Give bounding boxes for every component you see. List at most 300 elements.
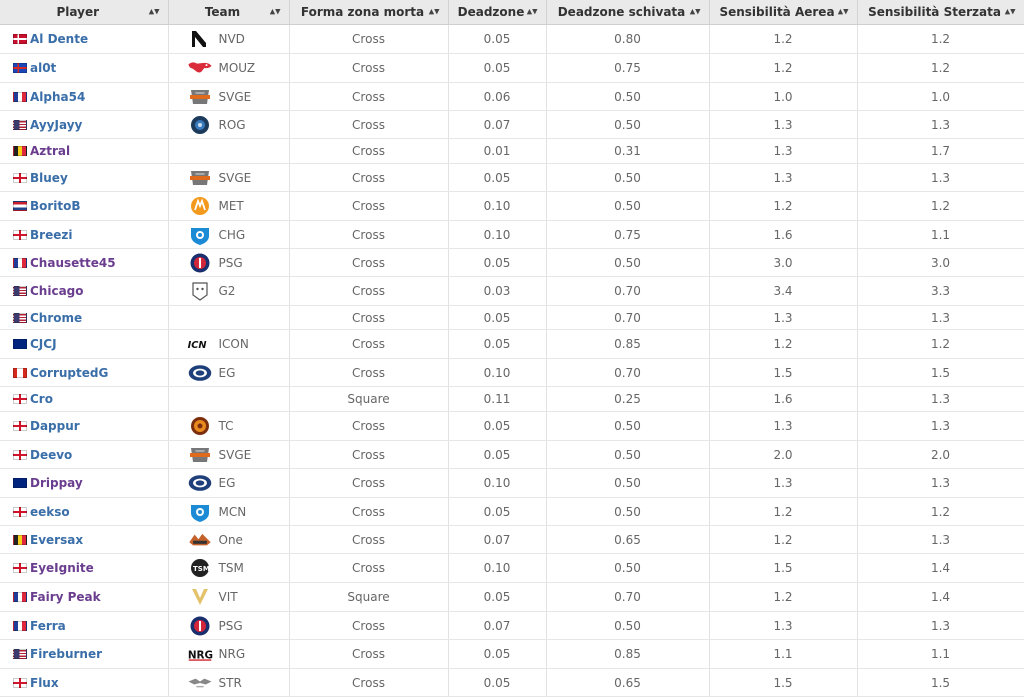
cell-player bbox=[0, 387, 168, 412]
cell-dodge-deadzone: 0.50 bbox=[546, 469, 709, 498]
cell-aerial-sensitivity: 3.0 bbox=[709, 249, 857, 277]
svge-team-logo-icon[interactable] bbox=[185, 167, 215, 189]
cell-aerial-sensitivity: 1.2 bbox=[709, 25, 857, 54]
team-name[interactable]: G2 bbox=[218, 284, 236, 298]
cell-deadzone-shape: Cross bbox=[289, 306, 448, 330]
team-name[interactable]: EG bbox=[218, 476, 236, 490]
cell-team bbox=[168, 387, 289, 412]
cell-steering-sensitivity: 1.1 bbox=[857, 640, 1024, 669]
tc-team-logo-icon[interactable] bbox=[185, 415, 215, 437]
cell-deadzone-shape: Cross bbox=[289, 330, 448, 359]
cell-deadzone: 0.05 bbox=[448, 412, 546, 441]
cell-deadzone: 0.10 bbox=[448, 469, 546, 498]
column-header-player[interactable]: Player ▲▼ bbox=[0, 0, 168, 25]
sort-updown-icon[interactable]: ▲▼ bbox=[837, 7, 849, 16]
fr-flag-icon bbox=[13, 258, 27, 268]
table-row bbox=[0, 469, 1024, 498]
fr-flag-icon bbox=[13, 92, 27, 102]
svge-team-logo-icon[interactable] bbox=[185, 86, 215, 108]
cell-player bbox=[0, 412, 168, 441]
cell-dodge-deadzone: 0.65 bbox=[546, 526, 709, 554]
cell-steering-sensitivity: 1.3 bbox=[857, 469, 1024, 498]
team-name[interactable]: SVGE bbox=[218, 447, 252, 462]
header-row bbox=[0, 0, 1024, 25]
cell-player bbox=[0, 54, 168, 83]
cell-team bbox=[168, 669, 289, 697]
table-row bbox=[0, 441, 1024, 469]
cell-player bbox=[0, 498, 168, 526]
cell-deadzone: 0.05 bbox=[448, 249, 546, 277]
cell-aerial-sensitivity: 1.2 bbox=[709, 526, 857, 554]
cell-player bbox=[0, 221, 168, 249]
cell-dodge-deadzone: 0.75 bbox=[546, 54, 709, 83]
cell-team bbox=[168, 111, 289, 139]
player-link[interactable]: eekso bbox=[30, 504, 70, 519]
team-name[interactable]: STR bbox=[218, 675, 242, 690]
cell-steering-sensitivity: 1.2 bbox=[857, 192, 1024, 221]
cell-player bbox=[0, 192, 168, 221]
cell-player bbox=[0, 111, 168, 139]
table-row bbox=[0, 306, 1024, 330]
cell-aerial-sensitivity: 1.3 bbox=[709, 139, 857, 164]
cell-aerial-sensitivity: 1.3 bbox=[709, 469, 857, 498]
sort-updown-icon[interactable]: ▲▼ bbox=[689, 7, 701, 16]
player-link[interactable]: BoritoB bbox=[30, 199, 81, 213]
cell-aerial-sensitivity: 1.3 bbox=[709, 164, 857, 192]
table-row bbox=[0, 83, 1024, 111]
column-header-deadzone[interactable]: Deadzone ▲▼ bbox=[448, 0, 546, 25]
team-name[interactable]: MET bbox=[218, 199, 244, 213]
au-flag-icon bbox=[13, 478, 27, 488]
player-link[interactable]: Chrome bbox=[30, 310, 83, 325]
en-flag-icon bbox=[13, 563, 27, 573]
ca-flag-icon bbox=[13, 368, 27, 378]
en-flag-icon bbox=[13, 173, 27, 183]
cell-deadzone: 0.05 bbox=[448, 498, 546, 526]
eg-team-logo-icon[interactable] bbox=[185, 362, 215, 384]
cell-deadzone: 0.10 bbox=[448, 359, 546, 387]
cell-steering-sensitivity: 1.2 bbox=[857, 25, 1024, 54]
nl-flag-icon bbox=[13, 201, 27, 211]
cell-dodge-deadzone: 0.50 bbox=[546, 83, 709, 111]
cell-steering-sensitivity: 1.3 bbox=[857, 306, 1024, 330]
cell-deadzone-shape: Cross bbox=[289, 192, 448, 221]
us-flag-icon bbox=[13, 649, 27, 659]
cell-team bbox=[168, 412, 289, 441]
cell-player bbox=[0, 277, 168, 306]
cell-deadzone-shape: Cross bbox=[289, 640, 448, 669]
au-flag-icon bbox=[13, 339, 27, 349]
cell-aerial-sensitivity: 2.0 bbox=[709, 441, 857, 469]
player-link[interactable]: Chausette45 bbox=[30, 255, 116, 270]
column-header-dodge-deadzone[interactable]: Deadzone schivata ▲▼ bbox=[546, 0, 709, 25]
team-name[interactable]: MOUZ bbox=[218, 61, 256, 75]
cell-team bbox=[168, 554, 289, 583]
cell-steering-sensitivity: 1.1 bbox=[857, 221, 1024, 249]
player-link[interactable]: Deevo bbox=[30, 447, 73, 462]
mcn-team-logo-icon[interactable] bbox=[185, 501, 215, 523]
cell-steering-sensitivity: 1.3 bbox=[857, 387, 1024, 412]
vit-team-logo-icon[interactable] bbox=[185, 586, 215, 608]
team-name[interactable]: ICON bbox=[218, 337, 249, 351]
team-name[interactable]: SVGE bbox=[218, 89, 252, 104]
en-flag-icon bbox=[13, 507, 27, 517]
column-header-aerial-sensitivity[interactable]: Sensibilità Aerea ▲▼ bbox=[709, 0, 857, 25]
table-row bbox=[0, 612, 1024, 640]
cell-deadzone: 0.06 bbox=[448, 83, 546, 111]
player-link[interactable]: Alpha54 bbox=[30, 89, 86, 104]
table-row bbox=[0, 669, 1024, 697]
cell-aerial-sensitivity: 1.5 bbox=[709, 669, 857, 697]
cell-deadzone: 0.05 bbox=[448, 330, 546, 359]
cell-dodge-deadzone: 0.50 bbox=[546, 164, 709, 192]
cell-team bbox=[168, 612, 289, 640]
cell-dodge-deadzone: 0.65 bbox=[546, 669, 709, 697]
cell-steering-sensitivity: 1.3 bbox=[857, 164, 1024, 192]
cell-aerial-sensitivity: 1.2 bbox=[709, 54, 857, 83]
en-flag-icon bbox=[13, 450, 27, 460]
table-row bbox=[0, 139, 1024, 164]
player-link[interactable]: Bluey bbox=[30, 170, 68, 185]
cell-steering-sensitivity: 1.3 bbox=[857, 526, 1024, 554]
table-row bbox=[0, 25, 1024, 54]
cell-aerial-sensitivity: 1.3 bbox=[709, 612, 857, 640]
cell-player bbox=[0, 330, 168, 359]
cell-aerial-sensitivity: 1.6 bbox=[709, 387, 857, 412]
cell-player bbox=[0, 554, 168, 583]
player-link[interactable]: Chicago bbox=[30, 284, 84, 298]
cell-dodge-deadzone: 0.85 bbox=[546, 330, 709, 359]
cell-deadzone-shape: Cross bbox=[289, 25, 448, 54]
nvd-team-logo-icon[interactable] bbox=[185, 28, 215, 50]
cell-player bbox=[0, 441, 168, 469]
str-team-logo-icon[interactable] bbox=[185, 672, 215, 694]
table-row bbox=[0, 583, 1024, 612]
cell-deadzone-shape: Cross bbox=[289, 612, 448, 640]
cell-player bbox=[0, 83, 168, 111]
cell-team bbox=[168, 221, 289, 249]
cell-steering-sensitivity: 2.0 bbox=[857, 441, 1024, 469]
cell-dodge-deadzone: 0.75 bbox=[546, 221, 709, 249]
psg-team-logo-icon[interactable] bbox=[185, 252, 215, 274]
cell-team bbox=[168, 164, 289, 192]
cell-deadzone-shape: Cross bbox=[289, 54, 448, 83]
cell-deadzone: 0.10 bbox=[448, 221, 546, 249]
cell-dodge-deadzone: 0.50 bbox=[546, 412, 709, 441]
cell-deadzone: 0.07 bbox=[448, 612, 546, 640]
cell-steering-sensitivity: 1.3 bbox=[857, 612, 1024, 640]
table-row bbox=[0, 387, 1024, 412]
player-link[interactable]: Fireburner bbox=[30, 647, 103, 661]
cell-steering-sensitivity: 1.2 bbox=[857, 498, 1024, 526]
team-name[interactable]: TSM bbox=[218, 561, 244, 575]
team-name[interactable]: PSG bbox=[218, 255, 243, 270]
cell-dodge-deadzone: 0.31 bbox=[546, 139, 709, 164]
team-name[interactable]: One bbox=[218, 532, 243, 547]
cell-steering-sensitivity: 1.3 bbox=[857, 111, 1024, 139]
cell-deadzone-shape: Cross bbox=[289, 669, 448, 697]
cell-team bbox=[168, 330, 289, 359]
table-row bbox=[0, 164, 1024, 192]
team-name[interactable]: EG bbox=[218, 365, 236, 380]
table-row bbox=[0, 640, 1024, 669]
cell-player bbox=[0, 669, 168, 697]
cell-aerial-sensitivity: 1.3 bbox=[709, 306, 857, 330]
nrg-team-logo-icon[interactable] bbox=[185, 643, 215, 665]
cell-player bbox=[0, 25, 168, 54]
cell-deadzone: 0.07 bbox=[448, 526, 546, 554]
psg-team-logo-icon[interactable] bbox=[185, 615, 215, 637]
svge-team-logo-icon[interactable] bbox=[185, 444, 215, 466]
cell-aerial-sensitivity: 1.5 bbox=[709, 554, 857, 583]
cell-dodge-deadzone: 0.50 bbox=[546, 498, 709, 526]
cell-team bbox=[168, 526, 289, 554]
cell-deadzone: 0.05 bbox=[448, 306, 546, 330]
table-row bbox=[0, 330, 1024, 359]
cell-deadzone: 0.01 bbox=[448, 139, 546, 164]
table-row bbox=[0, 359, 1024, 387]
cell-player bbox=[0, 164, 168, 192]
cell-team bbox=[168, 359, 289, 387]
en-flag-icon bbox=[13, 421, 27, 431]
cell-deadzone: 0.10 bbox=[448, 554, 546, 583]
dk-flag-icon bbox=[13, 34, 27, 44]
cell-team bbox=[168, 441, 289, 469]
player-link[interactable]: Aztral bbox=[30, 144, 71, 158]
cell-player bbox=[0, 359, 168, 387]
cell-deadzone: 0.05 bbox=[448, 441, 546, 469]
cell-deadzone: 0.05 bbox=[448, 640, 546, 669]
us-flag-icon bbox=[13, 313, 27, 323]
cell-player bbox=[0, 249, 168, 277]
cell-team bbox=[168, 54, 289, 83]
cell-deadzone: 0.11 bbox=[448, 387, 546, 412]
player-link[interactable]: Ferra bbox=[30, 618, 66, 633]
icon-team-logo-icon[interactable] bbox=[185, 333, 215, 355]
en-flag-icon bbox=[13, 394, 27, 404]
sort-updown-icon[interactable]: ▲▼ bbox=[428, 7, 440, 16]
cell-aerial-sensitivity: 1.5 bbox=[709, 359, 857, 387]
cell-dodge-deadzone: 0.25 bbox=[546, 387, 709, 412]
cell-deadzone-shape: Square bbox=[289, 387, 448, 412]
team-name[interactable]: CHG bbox=[218, 227, 246, 242]
player-link[interactable]: AyyJayy bbox=[30, 117, 83, 132]
player-link[interactable]: CorruptedG bbox=[30, 365, 109, 380]
cell-dodge-deadzone: 0.50 bbox=[546, 612, 709, 640]
player-link[interactable]: Drippay bbox=[30, 476, 83, 490]
team-name[interactable]: TC bbox=[218, 419, 234, 433]
cell-deadzone-shape: Cross bbox=[289, 469, 448, 498]
met-team-logo-icon[interactable] bbox=[185, 195, 215, 217]
cell-aerial-sensitivity: 1.2 bbox=[709, 192, 857, 221]
cell-player bbox=[0, 640, 168, 669]
tsm-team-logo-icon[interactable] bbox=[185, 557, 215, 579]
cell-dodge-deadzone: 0.50 bbox=[546, 249, 709, 277]
cell-deadzone-shape: Cross bbox=[289, 221, 448, 249]
be-flag-icon bbox=[13, 146, 27, 156]
cell-steering-sensitivity: 1.4 bbox=[857, 554, 1024, 583]
one-team-logo-icon[interactable] bbox=[185, 529, 215, 551]
cell-deadzone: 0.05 bbox=[448, 164, 546, 192]
cell-player bbox=[0, 612, 168, 640]
en-flag-icon bbox=[13, 230, 27, 240]
cell-deadzone-shape: Cross bbox=[289, 412, 448, 441]
svg-text:NRG: NRG bbox=[187, 649, 213, 662]
cell-steering-sensitivity: 3.3 bbox=[857, 277, 1024, 306]
g2-team-logo-icon[interactable] bbox=[185, 280, 215, 302]
cell-deadzone-shape: Cross bbox=[289, 111, 448, 139]
player-link[interactable]: Cro bbox=[30, 392, 53, 406]
cell-team bbox=[168, 498, 289, 526]
cell-player bbox=[0, 139, 168, 164]
player-link[interactable]: Al Dente bbox=[30, 32, 89, 46]
cell-steering-sensitivity: 1.2 bbox=[857, 330, 1024, 359]
en-flag-icon bbox=[13, 678, 27, 688]
table-row bbox=[0, 554, 1024, 583]
cell-team bbox=[168, 25, 289, 54]
cell-deadzone: 0.05 bbox=[448, 669, 546, 697]
table-row bbox=[0, 412, 1024, 441]
cell-dodge-deadzone: 0.70 bbox=[546, 306, 709, 330]
column-header-team[interactable]: Team ▲▼ bbox=[168, 0, 289, 25]
cell-team bbox=[168, 139, 289, 164]
cell-dodge-deadzone: 0.50 bbox=[546, 192, 709, 221]
column-header-deadzone-shape[interactable]: Forma zona morta ▲▼ bbox=[289, 0, 448, 25]
cell-deadzone-shape: Cross bbox=[289, 441, 448, 469]
cell-steering-sensitivity: 3.0 bbox=[857, 249, 1024, 277]
player-link[interactable]: al0t bbox=[30, 61, 57, 75]
cell-deadzone-shape: Cross bbox=[289, 139, 448, 164]
cell-dodge-deadzone: 0.50 bbox=[546, 554, 709, 583]
cell-team bbox=[168, 469, 289, 498]
cell-aerial-sensitivity: 3.4 bbox=[709, 277, 857, 306]
table-row bbox=[0, 192, 1024, 221]
cell-steering-sensitivity: 1.3 bbox=[857, 412, 1024, 441]
cell-dodge-deadzone: 0.85 bbox=[546, 640, 709, 669]
cell-player bbox=[0, 306, 168, 330]
cell-steering-sensitivity: 1.2 bbox=[857, 54, 1024, 83]
team-name[interactable]: ROG bbox=[218, 117, 246, 132]
cell-deadzone-shape: Cross bbox=[289, 554, 448, 583]
cell-deadzone: 0.10 bbox=[448, 192, 546, 221]
is-flag-icon bbox=[13, 63, 27, 73]
cell-aerial-sensitivity: 1.2 bbox=[709, 498, 857, 526]
rog-team-logo-icon[interactable] bbox=[185, 114, 215, 136]
cell-steering-sensitivity: 1.7 bbox=[857, 139, 1024, 164]
be-flag-icon bbox=[13, 535, 27, 545]
cell-aerial-sensitivity: 1.1 bbox=[709, 640, 857, 669]
cell-dodge-deadzone: 0.50 bbox=[546, 441, 709, 469]
cell-aerial-sensitivity: 1.2 bbox=[709, 330, 857, 359]
player-link[interactable]: Flux bbox=[30, 675, 59, 690]
column-header-steering-sensitivity[interactable]: Sensibilità Sterzata ▲▼ bbox=[857, 0, 1024, 25]
cell-dodge-deadzone: 0.70 bbox=[546, 277, 709, 306]
cell-aerial-sensitivity: 1.3 bbox=[709, 412, 857, 441]
cell-deadzone-shape: Cross bbox=[289, 526, 448, 554]
table-row bbox=[0, 54, 1024, 83]
cell-team bbox=[168, 249, 289, 277]
cell-deadzone: 0.07 bbox=[448, 111, 546, 139]
player-link[interactable]: Eversax bbox=[30, 532, 84, 547]
svg-text:ICN: ICN bbox=[187, 339, 207, 351]
cell-aerial-sensitivity: 1.3 bbox=[709, 111, 857, 139]
cell-team bbox=[168, 277, 289, 306]
cell-deadzone-shape: Square bbox=[289, 583, 448, 612]
cell-deadzone-shape: Cross bbox=[289, 359, 448, 387]
cell-deadzone-shape: Cross bbox=[289, 249, 448, 277]
table-row bbox=[0, 498, 1024, 526]
svg-text:TSM: TSM bbox=[192, 565, 210, 573]
player-link[interactable]: Fairy Peak bbox=[30, 590, 101, 604]
cell-deadzone-shape: Cross bbox=[289, 164, 448, 192]
table-row bbox=[0, 111, 1024, 139]
cell-player bbox=[0, 526, 168, 554]
cell-deadzone-shape: Cross bbox=[289, 83, 448, 111]
us-flag-icon bbox=[13, 286, 27, 296]
table-row bbox=[0, 526, 1024, 554]
table-row bbox=[0, 221, 1024, 249]
cell-deadzone: 0.05 bbox=[448, 54, 546, 83]
cell-dodge-deadzone: 0.70 bbox=[546, 359, 709, 387]
team-name[interactable]: VIT bbox=[218, 590, 238, 604]
fr-flag-icon bbox=[13, 592, 27, 602]
cell-steering-sensitivity: 1.4 bbox=[857, 583, 1024, 612]
team-name[interactable]: MCN bbox=[218, 504, 247, 519]
cell-aerial-sensitivity: 1.6 bbox=[709, 221, 857, 249]
sort-updown-icon[interactable]: ▲▼ bbox=[1004, 7, 1016, 16]
cell-aerial-sensitivity: 1.2 bbox=[709, 583, 857, 612]
cell-dodge-deadzone: 0.70 bbox=[546, 583, 709, 612]
cell-team bbox=[168, 192, 289, 221]
table-row bbox=[0, 277, 1024, 306]
cell-player bbox=[0, 469, 168, 498]
sort-updown-icon[interactable]: ▲▼ bbox=[526, 7, 538, 16]
player-link[interactable]: EyeIgnite bbox=[30, 561, 94, 575]
cell-steering-sensitivity: 1.0 bbox=[857, 83, 1024, 111]
cell-team bbox=[168, 640, 289, 669]
team-name[interactable]: NRG bbox=[218, 647, 246, 661]
cell-team bbox=[168, 583, 289, 612]
cell-steering-sensitivity: 1.5 bbox=[857, 359, 1024, 387]
mouz-team-logo-icon[interactable] bbox=[185, 57, 215, 79]
team-name[interactable]: NVD bbox=[218, 32, 245, 46]
player-link[interactable]: Breezi bbox=[30, 227, 73, 242]
player-link[interactable]: Dappur bbox=[30, 419, 80, 433]
team-name[interactable]: SVGE bbox=[218, 170, 252, 185]
cell-team bbox=[168, 83, 289, 111]
sort-updown-icon[interactable]: ▲▼ bbox=[269, 7, 281, 16]
chg-team-logo-icon[interactable] bbox=[185, 224, 215, 246]
player-link[interactable]: CJCJ bbox=[30, 337, 57, 351]
eg-team-logo-icon[interactable] bbox=[185, 472, 215, 494]
fr-flag-icon bbox=[13, 621, 27, 631]
sort-updown-icon[interactable]: ▲▼ bbox=[148, 7, 160, 16]
us-flag-icon bbox=[13, 120, 27, 130]
cell-steering-sensitivity: 1.5 bbox=[857, 669, 1024, 697]
cell-dodge-deadzone: 0.80 bbox=[546, 25, 709, 54]
team-name[interactable]: PSG bbox=[218, 618, 243, 633]
cell-deadzone-shape: Cross bbox=[289, 498, 448, 526]
cell-aerial-sensitivity: 1.0 bbox=[709, 83, 857, 111]
cell-team bbox=[168, 306, 289, 330]
cell-deadzone: 0.05 bbox=[448, 583, 546, 612]
table-row bbox=[0, 249, 1024, 277]
cell-deadzone-shape: Cross bbox=[289, 277, 448, 306]
cell-player bbox=[0, 583, 168, 612]
cell-dodge-deadzone: 0.50 bbox=[546, 111, 709, 139]
cell-deadzone: 0.05 bbox=[448, 25, 546, 54]
cell-deadzone: 0.03 bbox=[448, 277, 546, 306]
